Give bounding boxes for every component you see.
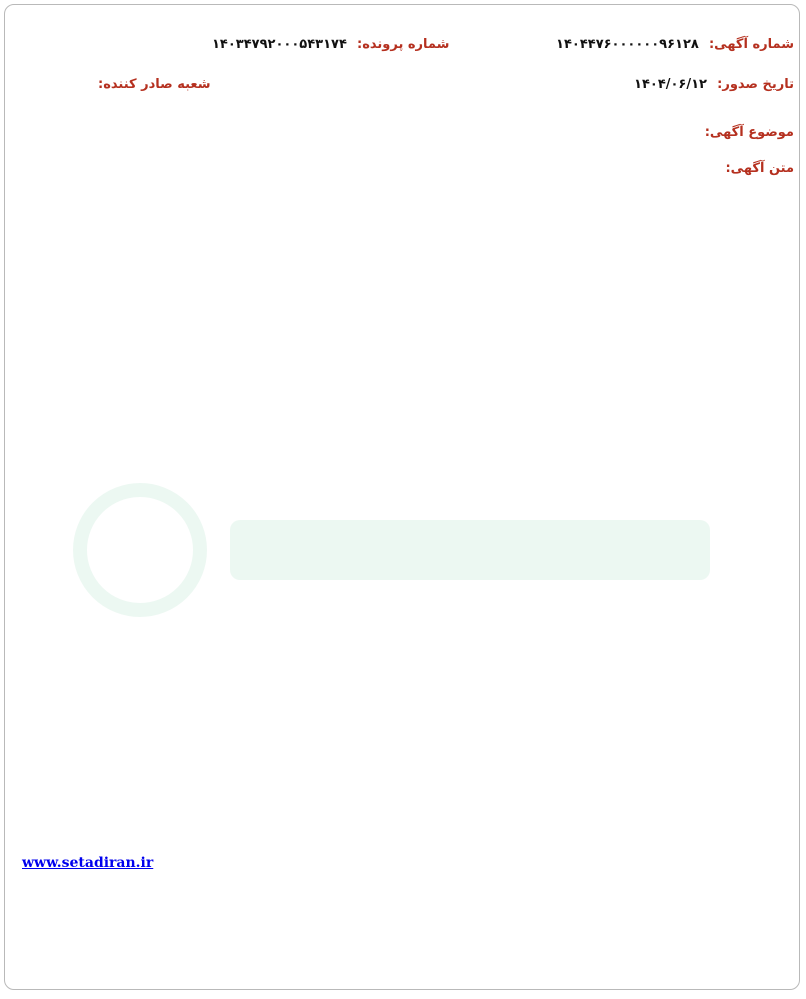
header-row-2 — [12, 76, 794, 94]
notice-number: ۱۴۰۴۴۷۶۰۰۰۰۰۰۹۶۱۲۸ — [556, 37, 699, 52]
setadiran-link[interactable]: www.setadiran.ir — [22, 855, 154, 871]
notice-number-label: شماره آگهی: — [708, 37, 794, 52]
notice-frame — [4, 4, 800, 990]
case-number-group — [212, 36, 449, 54]
subject-label: موضوع آگهی: — [704, 125, 794, 140]
notice-text-label: متن آگهی: — [725, 161, 794, 176]
issue-date: ۱۴۰۴/۰۶/۱۲ — [634, 77, 707, 92]
issuing-branch-group — [92, 76, 211, 94]
issue-date-label: تاریخ صدور: — [717, 77, 794, 92]
case-number-label: شماره پرونده: — [357, 37, 450, 52]
issuing-branch-label: شعبه صادر کننده: — [98, 77, 211, 92]
header-row-1 — [12, 36, 794, 54]
case-number: ۱۴۰۳۴۷۹۲۰۰۰۵۴۳۱۷۴ — [212, 37, 347, 52]
subject-row — [12, 124, 794, 142]
notice-text-row — [12, 160, 794, 178]
